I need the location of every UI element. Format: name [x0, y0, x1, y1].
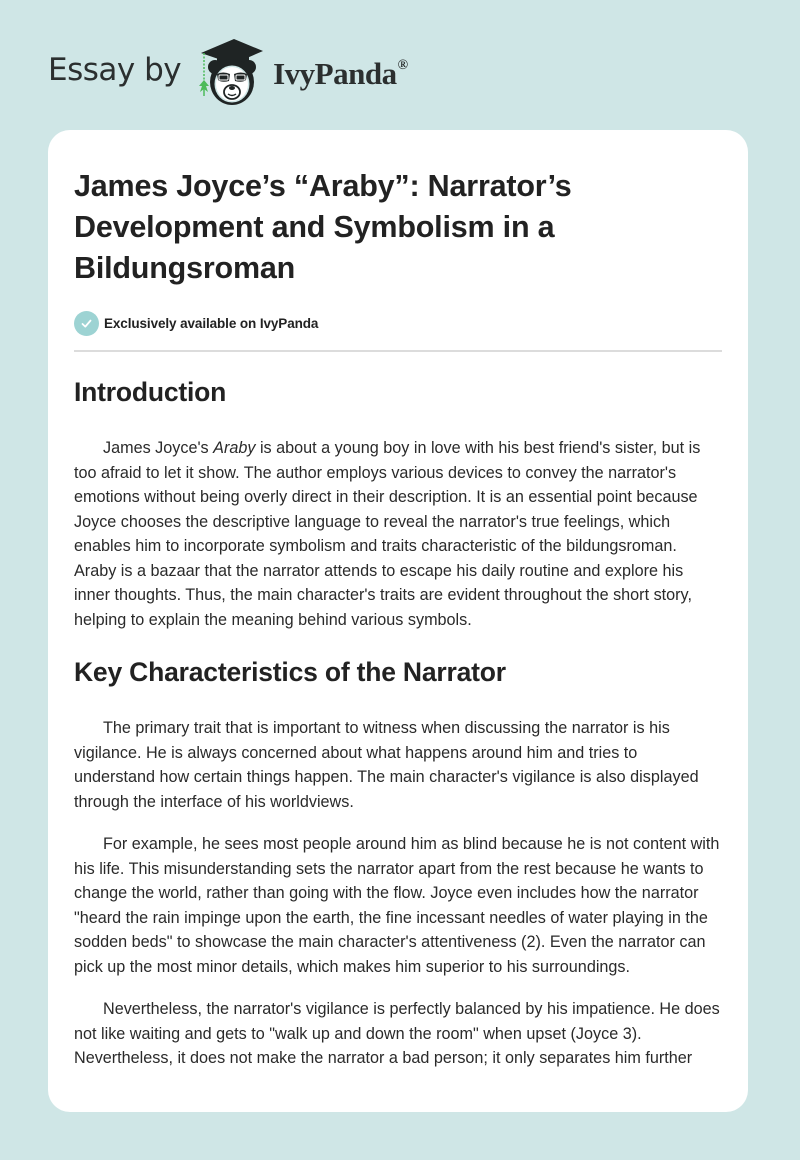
- registered-mark: ®: [397, 57, 408, 73]
- essay-title: James Joyce’s “Araby”: Narrator’s Development and Symbolism in a Bildungsroman: [74, 169, 572, 285]
- brand-name[interactable]: [273, 56, 407, 92]
- divider: [74, 350, 722, 352]
- paragraph-impatience: Nevertheless, the narrator's vigilance is perfectly balanced by his impatience. He does not like waiting and gets to "walk up and down the room" when upset (Joyce 3). Nevertheless, it does not make the narrator a bad person; it only separates him further: [74, 1000, 720, 1067]
- section-heading-key-characteristics: Key Characteristics of the Narrator: [74, 657, 506, 687]
- essay-card: [48, 130, 748, 1112]
- paragraph-example: For example, he sees most people around him as blind because he is not content with his life. This misunderstanding sets the narrator apart from the rest because he wants to change the world, rather than going with the flow. Joyce even includes how the narrator "heard the rain impinge upon the earth, the fine incessant needles of water playing in the sodden beds" to showcase the main character's attentiveness (2). Even the narrator can pick up the most minor details, which makes him superior to his surroundings.: [74, 835, 720, 976]
- essay-by-label: Essay by: [48, 52, 182, 88]
- site-header: [48, 36, 408, 108]
- paragraph-vigilance: The primary trait that is important to witness when discussing the narrator is his vigilance. He is always concerned about what happens around him and tries to understand how certain things happen. The main character's vigilance is also displayed through the interface of his worldviews.: [74, 719, 699, 811]
- exclusive-text: Exclusively available on IvyPanda: [104, 315, 319, 331]
- panda-graduate-logo-icon[interactable]: [197, 36, 267, 108]
- paragraph-text: is about a young boy in love with his best friend's sister, but is too afraid to let it show. The author employs various devices to convey the narrator's emotions without being overly direct in their description. It is an essential point because Joyce chooses the descriptive language to reveal the narrator's true feelings, which enables him to incorporate symbolism and traits characteristic of the bildungsroman. Araby is a bazaar that the narrator attends to escape his daily routine and explore his inner thoughts. Thus, the main character's traits are evident throughout the short story, helping to explain the meaning behind various symbols.: [74, 439, 701, 629]
- paragraph-text: James Joyce's: [103, 439, 214, 457]
- italic-title-araby: Araby: [213, 439, 256, 457]
- section-heading-introduction: Introduction: [74, 377, 227, 407]
- paragraph-introduction: [74, 436, 722, 632]
- brand-text: IvyPanda: [273, 56, 397, 91]
- exclusive-badge: [74, 310, 722, 336]
- check-circle-icon: [74, 311, 99, 336]
